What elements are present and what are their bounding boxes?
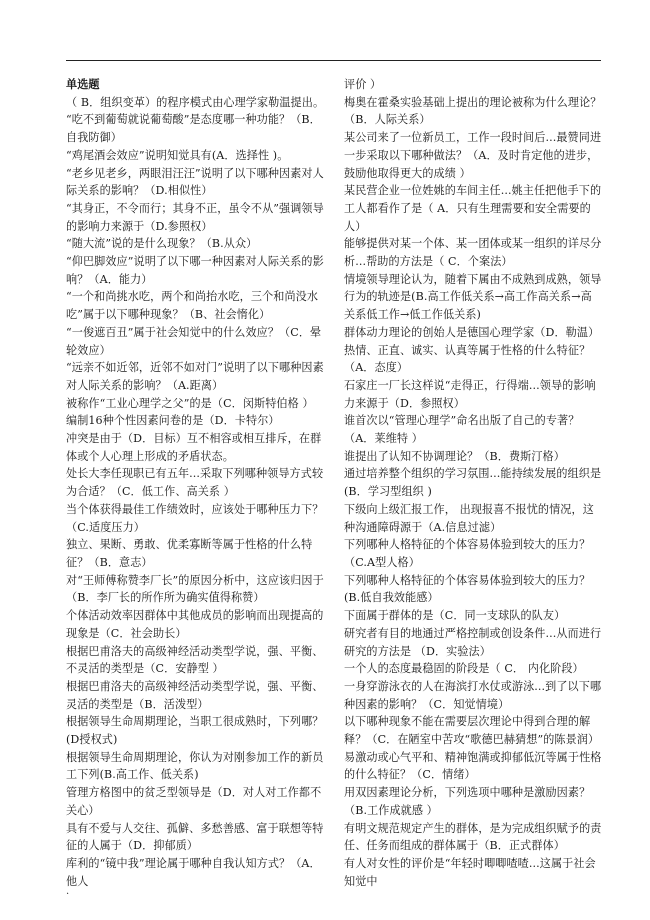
question-item: 用双因素理论分析，下列选项中哪种是激励因素？ （B.工作成就感 ） <box>344 786 591 817</box>
question-item: 以下哪种现象不能在需要层次理论中得到合理的解释？（C．在陋室中苦攻“歌德巴赫猜想”的陈景润） <box>344 715 600 747</box>
question-item: 某民营企业一位姓姚的车间主任...姚主任把他手下的工人都看作了是（ A．只有生理需要和安全需要的人） <box>344 184 602 233</box>
question-item: 下列哪种人格特征的个体容易体验到较大的压力？(B.低自我效能感） <box>344 573 591 605</box>
question-item: “其身正，不令而行；其身不正，虽令不从”强调领导的影响力来源于（D.参照权） <box>66 201 324 233</box>
question-item: 谁首次以“管理心理学”命名出版了自己的专著？（A．莱维特 ） <box>344 414 580 446</box>
question-item: 根据巴甫洛夫的高级神经活动类型学说，强、平衡、不灵活的类型是（C．安静型 ） <box>66 644 324 676</box>
question-item: 某公司来了一位新员工，工作一段时间后...最赞同进一步采取以下哪种做法？（A．及时肯定他的进步，鼓励他取得更大的成绩 ） <box>344 131 602 180</box>
question-item: 易激动或心气平和、精神饱满或抑郁低沉等属于性格的什么特征？（C．情绪） <box>344 750 602 782</box>
question-item: 有明文规范规定产生的群体，是为完成组织赋予的责任、任务而组成的群体属于（B．正式群体） <box>344 821 602 853</box>
question-item: 研究者有目的地通过严格控制或创设条件...从而进行研究的方法是 （D．实验法） <box>344 626 602 658</box>
question-item: 下面属于群体的是（C．同一支球队的队友） <box>344 609 566 623</box>
question-item: 管理方格图中的贫乏型领导是（D．对人对工作都不关心） <box>66 786 322 817</box>
question-item: 下列哪种人格特征的个体容易体验到较大的压力？ （C.A型人格） <box>344 538 591 569</box>
question-item: 谁提出了认知不协调理论？（B．费斯汀格） <box>344 449 565 463</box>
question-item: 具有不爱与人交往、孤僻、多愁善感、富于联想等特征的人属于（D．抑郁质） <box>66 821 324 853</box>
question-item: “鸡尾酒会效应”说明知觉具有(A．选择性 )。 <box>66 148 289 162</box>
footer-mark: . <box>66 886 70 897</box>
question-item: “老乡见老乡，两眼泪汪汪”说明了以下哪种因素对人际关系的影响？（D.相似性） <box>66 166 324 198</box>
question-item: 个体活动效率因群体中其他成员的影响而出现提高的现象是（C．社会助长） <box>66 609 324 640</box>
question-item: 梅奥在霍桑实验基础上提出的理论被称为什么理论？（B．人际关系） <box>344 95 602 127</box>
question-item: 有人对女性的评价是“年轻时唧唧喳喳...这属于社会知觉中 <box>344 856 596 888</box>
question-item: 通过培养整个组织的学习氛围...能持续发展的组织是(B．学习型组织 ) <box>344 467 602 499</box>
question-item: （ B．组织变革）的程序模式由心理学家勒温提出。 <box>66 95 325 109</box>
question-item: 对“王师傅称赞李厂长”的原因分析中，这应该归因于（B．李厂长的所作所为确实值得称赞） <box>66 573 324 605</box>
question-item: 评价 ） <box>344 78 382 91</box>
question-item: 热情、正直、诚实、认真等属于性格的什么特征？（A．态度） <box>344 343 591 375</box>
question-item: 一个人的态度最稳固的阶段是（ C． 内化阶段） <box>344 662 584 676</box>
question-item: “一俊遮百丑”属于社会知觉中的什么效应？（C．晕轮效应） <box>66 325 322 357</box>
section-heading: 单选题 <box>66 78 100 91</box>
question-item: 被称作“工业心理学之父”的是（C．闵斯特伯格 ） <box>66 396 314 410</box>
question-item: 下级向上级汇报工作， 出现报喜不报忧的情况，这种沟通障碍源于（A.信息过滤） <box>344 502 594 534</box>
question-item: 群体动力理论的创始人是德国心理学家（D．勒温） <box>344 325 600 339</box>
question-item: 根据巴甫洛夫的高级神经活动类型学说，强、平衡、灵活的类型是（B．活泼型） <box>66 679 324 711</box>
question-item: 根据领导生命周期理论，当职工很成熟时，下列哪？(D授权式) <box>66 715 324 747</box>
question-item: “吃不到葡萄就说葡萄酸”是态度哪一种功能？（B．自我防御） <box>66 113 321 145</box>
question-item: “仰巴脚效应”说明了以下哪一种因素对人际关系的影响？（A．能力） <box>66 255 324 286</box>
header-rule <box>66 60 601 61</box>
left-question-list <box>66 94 326 891</box>
question-item: 根据领导生命周期理论，你认为对刚参加工作的新员工下列(B.高工作、低关系) <box>66 750 324 782</box>
question-item: 石家庄一厂长这样说“走得正，行得端...领导的影响力来源于（D．参照权） <box>344 378 596 410</box>
question-item: 情境领导理论认为，随着下属由不成熟到成熟，领导行为的轨迹是(B.高工作低关系→高工作高关系→高关系低工作→低工作低关系) <box>344 272 602 322</box>
question-item: “一个和尚挑水吃，两个和尚抬水吃，三个和尚没水吃”属于以下哪种现象？（B、社会惰化） <box>66 290 319 322</box>
question-item: 能够提供对某一个体、某一团体或某一组织的详尽分析...帮助的方法是（ C．个案法） <box>344 237 602 269</box>
question-item: 独立、果断、勇敢、优柔寡断等属于性格的什么特征？（B．意志） <box>66 538 313 569</box>
question-item: 处长大李任现职已有五年...采取下列哪种领导方式较为合适？（C．低工作、高关系 ） <box>66 467 324 499</box>
left-column <box>66 76 326 890</box>
right-column <box>344 76 602 890</box>
question-item: 当个体获得最佳工作绩效时，应该处于哪种压力下？（C.适度压力） <box>66 502 324 534</box>
question-item: 库利的“镜中我”理论属于哪种自我认知方式？（A．他人 <box>66 856 321 888</box>
question-item: 一身穿游泳衣的人在海滨打水仗或游泳...到了以下哪种因素的影响？（C．知觉情境） <box>344 679 602 711</box>
question-item: 编制16种个性因素问卷的是（D．卡特尔） <box>66 414 280 428</box>
question-item: 冲突是由于（D．目标）互不相容或相互排斥，在群体或个人心理上形成的矛盾状态。 <box>66 432 322 463</box>
right-question-list <box>344 76 602 890</box>
question-item: “随大流”说的是什么现象？（B.从众） <box>66 237 258 251</box>
question-item: “远亲不如近邻，近邻不如对门”说明了以下哪种因素对人际关系的影响？（A.距离） <box>66 361 324 392</box>
